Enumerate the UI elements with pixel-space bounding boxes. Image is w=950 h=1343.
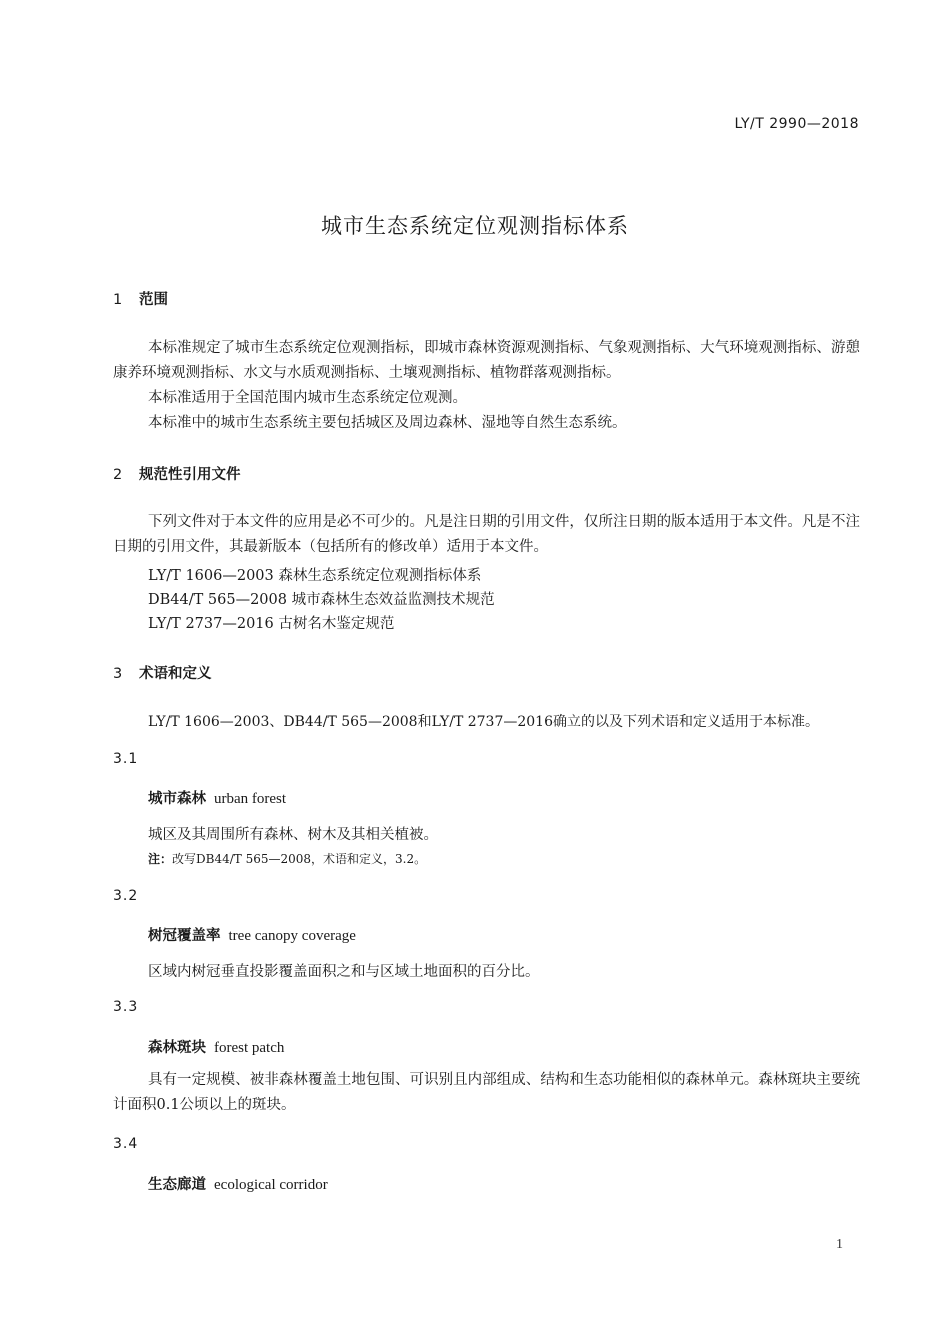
section-heading-terms <box>113 662 212 683</box>
section-heading-normative-references <box>113 463 241 484</box>
term-en: urban forest <box>214 791 287 807</box>
terms-intro: LY/T 1606—2003、DB44/T 565—2008和LY/T 2737—2016确立的以及下列术语和定义适用于本标准。 <box>148 714 819 730</box>
term-zh: 森林斑块 <box>148 1040 206 1056</box>
term-en: forest patch <box>214 1040 285 1056</box>
term-heading <box>148 924 356 945</box>
term-zh: 树冠覆盖率 <box>148 928 221 944</box>
term-definition: 城区及其周围所有森林、树木及其相关植被。 <box>148 827 438 843</box>
term-definition: 具有一定规模、被非森林覆盖土地包围、可识别且内部组成、结构和生态功能相似的森林单元。森林斑块主要统计面积0.1公顷以上的斑块。 <box>113 1072 860 1113</box>
term-en: tree canopy coverage <box>228 928 356 944</box>
section-title: 术语和定义 <box>139 666 212 682</box>
section-number: 2 <box>113 467 123 483</box>
section-number: 1 <box>113 292 123 308</box>
note-label: 注： <box>148 852 173 866</box>
section-title: 规范性引用文件 <box>139 467 241 483</box>
term-number: 3.4 <box>113 1136 139 1152</box>
term-en: ecological corridor <box>214 1177 328 1193</box>
term-heading <box>148 1036 284 1057</box>
standard-code: LY/T 2990—2018 <box>734 116 859 132</box>
term-number: 3.2 <box>113 888 139 904</box>
reference-item: LY/T 2737—2016 古树名木鉴定规范 <box>148 616 395 632</box>
section-heading-scope <box>113 288 168 309</box>
section-title: 范围 <box>139 292 168 308</box>
term-heading <box>148 1173 328 1194</box>
document-title: 城市生态系统定位观测指标体系 <box>321 214 629 238</box>
reference-item: DB44/T 565—2008 城市森林生态效益监测技术规范 <box>148 592 495 608</box>
term-number: 3.1 <box>113 751 139 767</box>
page-number: 1 <box>836 1237 843 1252</box>
term-definition: 区域内树冠垂直投影覆盖面积之和与区域土地面积的百分比。 <box>148 964 540 980</box>
reference-item: LY/T 1606—2003 森林生态系统定位观测指标体系 <box>148 568 482 584</box>
section-number: 3 <box>113 666 123 682</box>
term-note <box>148 850 426 867</box>
paragraph: 下列文件对于本文件的应用是必不可少的。凡是注日期的引用文件，仅所注日期的版本适用于本文件。凡是不注日期的引用文件，其最新版本（包括所有的修改单）适用于本文件。 <box>113 514 860 555</box>
term-zh: 生态廊道 <box>148 1177 206 1193</box>
term-heading <box>148 787 286 808</box>
paragraph: 本标准中的城市生态系统主要包括城区及周边森林、湿地等自然生态系统。 <box>148 415 627 431</box>
paragraph: 本标准适用于全国范围内城市生态系统定位观测。 <box>148 390 467 406</box>
note-text: 改写DB44/T 565—2008，术语和定义，3.2。 <box>172 852 427 866</box>
paragraph: 本标准规定了城市生态系统定位观测指标，即城市森林资源观测指标、气象观测指标、大气环境观测指标、游憩康养环境观测指标、水文与水质观测指标、土壤观测指标、植物群落观测指标。 <box>113 340 860 381</box>
term-number: 3.3 <box>113 999 139 1015</box>
term-zh: 城市森林 <box>148 791 206 807</box>
